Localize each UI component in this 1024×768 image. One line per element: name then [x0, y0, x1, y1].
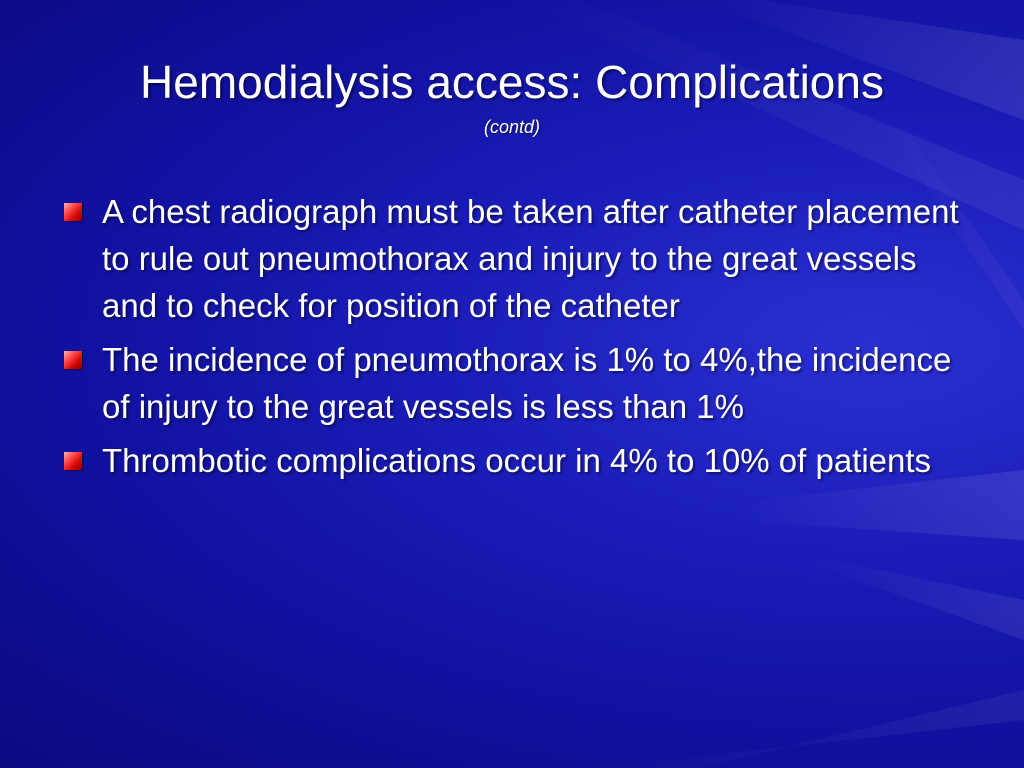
- bullet-item: [60, 188, 960, 329]
- bullet-text: A chest radiograph must be taken after catheter placement to rule out pneumothorax and injury to the great vessels and to check for position of the catheter: [102, 193, 959, 324]
- red-square-bullet-icon: [64, 452, 82, 470]
- slide-title: Hemodialysis access: Complications: [140, 56, 884, 108]
- bullet-text: The incidence of pneumothorax is 1% to 4%,the incidence of injury to the great vessels is less than 1%: [102, 341, 952, 425]
- bullet-item: [60, 437, 960, 484]
- red-square-bullet-icon: [64, 203, 82, 221]
- bullet-item: [60, 336, 960, 430]
- slide-subtitle: (contd): [483, 117, 541, 137]
- bullet-text: Thrombotic complications occur in 4% to 10% of patients: [102, 442, 932, 479]
- red-square-bullet-icon: [64, 351, 82, 369]
- bullet-list: [60, 188, 960, 491]
